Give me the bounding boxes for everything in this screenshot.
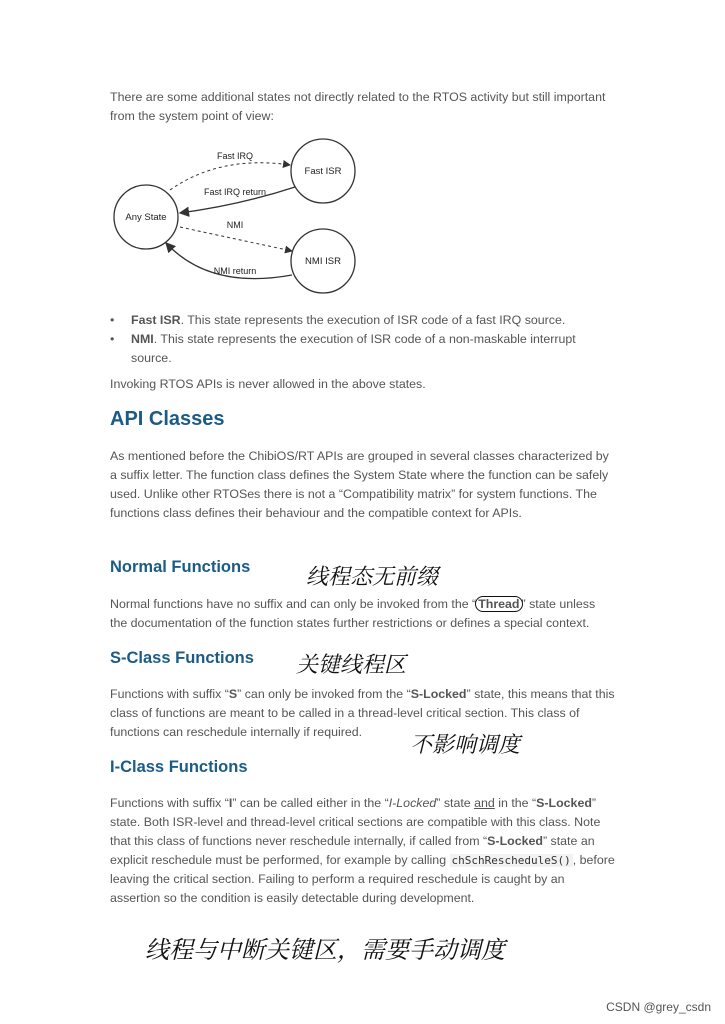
never-allowed-note: Invoking RTOS APIs is never allowed in the above states.: [110, 377, 426, 391]
s-class-paragraph: Functions with suffix “S” can only be invoked from the “S-Locked” state, this means that this class of functions are meant to be called in a thread-level critical section. This class of functions can reschedule internally if required.: [110, 687, 615, 739]
list-item: • NMI. This state represents the execution of ISR code of a non-maskable interrupt source.: [110, 330, 615, 368]
intro-paragraph: There are some additional states not directly related to the RTOS activity but still important from the system point of view:: [110, 90, 606, 123]
state-diagram: [110, 135, 370, 305]
thread-keyword: Thread: [478, 597, 520, 611]
api-classes-heading: API Classes: [110, 408, 225, 430]
fast-irq-label: Fast IRQ: [216, 151, 254, 161]
handwritten-note-no-sched: 不影响调度: [410, 733, 521, 758]
api-classes-paragraph: As mentioned before the ChibiOS/RT APIs are grouped in several classes characterized by a suffix letter. The function class defines the System State where the function can be safely used. Unlike other RTOSes there is not a “Compatibility matrix” for system functions. The functions class defines their behaviour and the compatible context for APIs.: [110, 449, 609, 520]
code-snippet: chSchRescheduleS(): [451, 854, 571, 867]
i-class-heading: I-Class Functions: [110, 758, 248, 776]
normal-functions-paragraph: Normal functions have no suffix and can only be invoked from the “ Thread ” state unless the documentation of the function states further restrictions or defines a special context.: [110, 597, 596, 630]
handwritten-note-thread: 线程态无前缀: [306, 565, 439, 590]
fast-return-label: Fast IRQ return: [203, 187, 267, 197]
nmi-label: NMI: [226, 220, 244, 230]
i-class-paragraph: Functions with suffix “I” can be called either in the “I-Locked” state and in the “S-Locked” state. Both ISR-level and thread-level critical sections are compatible with this class. Note that this class of functions never reschedule internally, if called from “S-Locked” state an explicit reschedule must be performed, for example by calling chSchRescheduleS() , before leaving the critical section. Failing to perform a required reschedule is caught by an assertion so the condition is easily detectable during development.: [110, 796, 615, 905]
nmi-isr-label: NMI ISR: [305, 256, 341, 267]
watermark: CSDN @grey_csdn: [606, 1000, 711, 1014]
normal-functions-heading: Normal Functions: [110, 558, 251, 576]
fast-isr-label: Fast ISR: [304, 166, 342, 177]
state-list: [110, 311, 615, 368]
list-item: • Fast ISR. This state represents the execution of ISR code of a fast IRQ source.: [110, 311, 615, 330]
handwritten-note-critical: 关键线程区: [296, 653, 407, 678]
nmi-edge: [180, 227, 292, 251]
any-state-label: Any State: [125, 212, 167, 223]
fast-irq-edge: [170, 163, 290, 190]
s-class-heading: S-Class Functions: [110, 649, 254, 667]
handwritten-note-manual-sched: 线程与中断关键区，需要手动调度: [145, 936, 505, 964]
nmi-return-label: NMI return: [213, 266, 257, 276]
